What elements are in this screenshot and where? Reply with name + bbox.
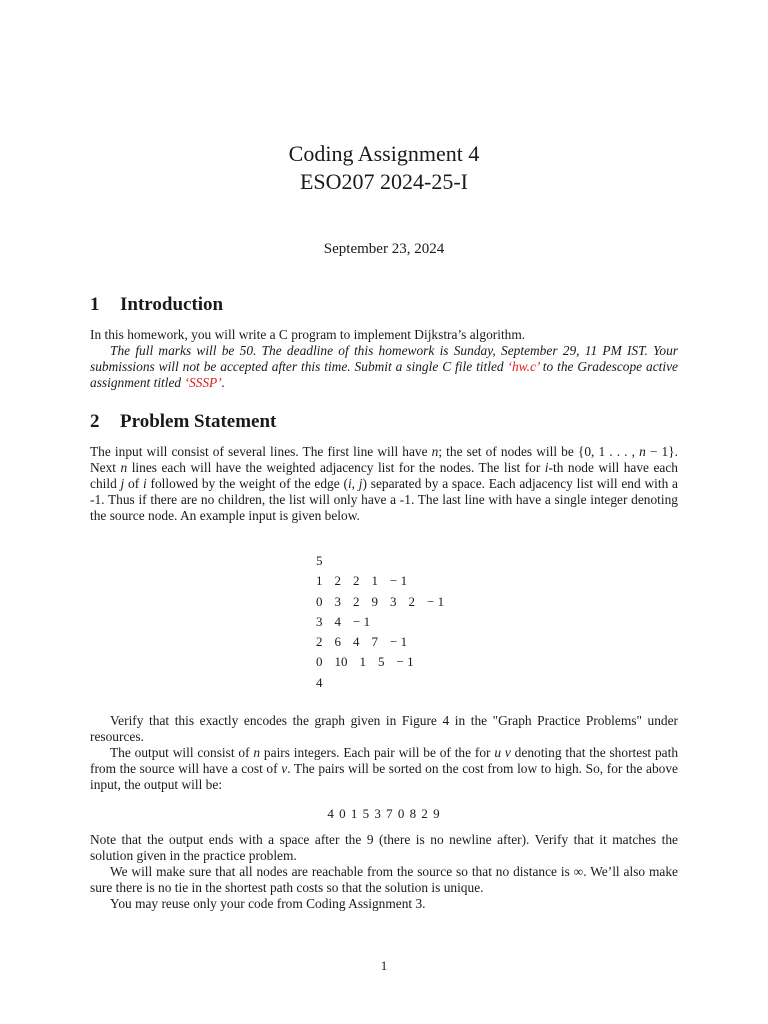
example-row <box>316 592 456 612</box>
section-number: 1 <box>90 294 100 315</box>
example-token: − 1 <box>353 613 371 629</box>
text: -th node will have each child <box>90 460 678 491</box>
intro-paragraph <box>90 327 678 391</box>
problem-paragraph-2 <box>90 713 678 793</box>
math-i: i <box>544 460 549 475</box>
example-row <box>316 551 456 571</box>
math-ij: i, j <box>347 476 363 491</box>
section-heading-introduction <box>90 294 223 316</box>
section-title: Problem Statement <box>120 411 277 432</box>
text: The input will consist of several lines. The first line will have <box>90 444 432 459</box>
text: denoting that the shortest path from the source will have a cost of <box>90 745 679 776</box>
example-input <box>316 551 456 693</box>
output-description <box>90 745 678 793</box>
example-row <box>316 673 456 693</box>
example-token: 5 <box>316 553 323 568</box>
reuse-paragraph <box>90 896 678 912</box>
text: . The pairs will be sorted on the cost from low to high. So, for the above input, the output will be: <box>90 761 678 792</box>
note-paragraph: Note that the output ends with a space after the 9 (there is no newline after). Verify that it matches the solution given in the practice problem. <box>90 832 678 863</box>
example-token: 2 <box>353 593 360 609</box>
page-number: 1 <box>380 958 388 973</box>
verify-text: Verify that this exactly encodes the graph given in Figure 4 in the "Graph Practice Problems" under resources. <box>90 713 678 744</box>
example-row <box>316 571 456 591</box>
deadline-text-3: . <box>221 375 226 390</box>
example-token: 0 <box>316 593 323 609</box>
example-token: 4 <box>334 613 341 629</box>
example-token: 6 <box>334 634 341 650</box>
example-token: 2 <box>334 573 341 589</box>
assignment-name-link[interactable]: ‘SSSP’ <box>184 375 222 390</box>
math-i: i <box>142 476 147 491</box>
text: ) separated by a space. Each adjacency list will end with a -1. Thus if there are no children, the list will only have a -1. The last line with have a single integer denoting the source node. An example input is given below. <box>90 476 678 523</box>
deadline-text-2: to the Gradescope active assignment titled <box>90 359 678 390</box>
math-n: n <box>431 444 439 459</box>
example-token: 1 <box>316 573 323 589</box>
guarantee-text: We will make sure that all nodes are reachable from the source so that no distance is ∞. We’ll also make sure there is no tie in the shortest path costs so that the solution is unique. <box>90 864 678 895</box>
math-j: j <box>120 476 125 491</box>
text: of <box>124 476 143 491</box>
problem-paragraph-1 <box>90 444 678 524</box>
text: followed by the weight of the edge ( <box>146 476 348 491</box>
math-n: n <box>253 745 261 760</box>
deadline-text: The full marks will be 50. The deadline of this homework is Sunday, September 29, 11 PM IST. Your submissions will not be accepted after this time. Submit a single C file titled <box>90 343 678 374</box>
example-token: − 1 <box>390 634 408 650</box>
document-date: September 23, 2024 <box>323 241 445 257</box>
example-token: 10 <box>334 654 348 670</box>
example-token: 1 <box>371 573 378 589</box>
example-token: − 1 <box>390 573 408 589</box>
example-row <box>316 632 456 652</box>
math-uv: u v <box>494 745 511 760</box>
example-token: 4 <box>316 674 323 690</box>
file-name-link[interactable]: ‘hw.c’ <box>507 359 539 374</box>
example-token: 4 <box>353 634 360 650</box>
example-token: 0 <box>316 654 323 670</box>
example-token: 2 <box>353 573 360 589</box>
text: lines each will have the weighted adjacency list for the nodes. The list for <box>127 460 545 475</box>
example-token: − 1 <box>396 654 414 670</box>
example-token: 1 <box>359 654 366 670</box>
example-row <box>316 612 456 632</box>
course-code: ESO207 2024-25-I <box>299 169 469 194</box>
example-token: 3 <box>316 613 323 629</box>
section-number: 2 <box>90 411 100 432</box>
text: The output will consist of <box>110 745 254 760</box>
problem-paragraph-3 <box>90 832 678 912</box>
example-output: 4 0 1 5 3 7 0 8 2 9 <box>327 806 441 821</box>
verify-paragraph <box>90 713 678 745</box>
document-title: Coding Assignment 4 <box>288 141 480 166</box>
intro-line: In this homework, you will write a C program to implement Dijkstra’s algorithm. <box>90 327 526 342</box>
example-token: 2 <box>408 593 415 609</box>
reuse-text: You may reuse only your code from Coding Assignment 3. <box>110 896 426 911</box>
example-token: 5 <box>378 654 385 670</box>
section-heading-problem-statement <box>90 411 276 433</box>
example-token: 9 <box>371 593 378 609</box>
math-v: v <box>281 761 288 776</box>
example-token: 7 <box>371 634 378 650</box>
example-token: 3 <box>334 593 341 609</box>
title-block <box>0 140 768 196</box>
example-token: 2 <box>316 634 323 650</box>
math-n: n <box>120 460 128 475</box>
example-token: 3 <box>390 593 397 609</box>
deadline-paragraph <box>90 343 678 391</box>
example-row <box>316 652 456 672</box>
text: ; the set of nodes will be {0, 1 . . . , <box>438 444 640 459</box>
text: − 1}. Next <box>90 444 679 475</box>
math-n: n <box>639 444 646 459</box>
text: pairs integers. Each pair will be of the for <box>260 745 495 760</box>
example-token: − 1 <box>427 593 445 609</box>
guarantee-paragraph <box>90 864 678 896</box>
section-title: Introduction <box>120 294 224 315</box>
